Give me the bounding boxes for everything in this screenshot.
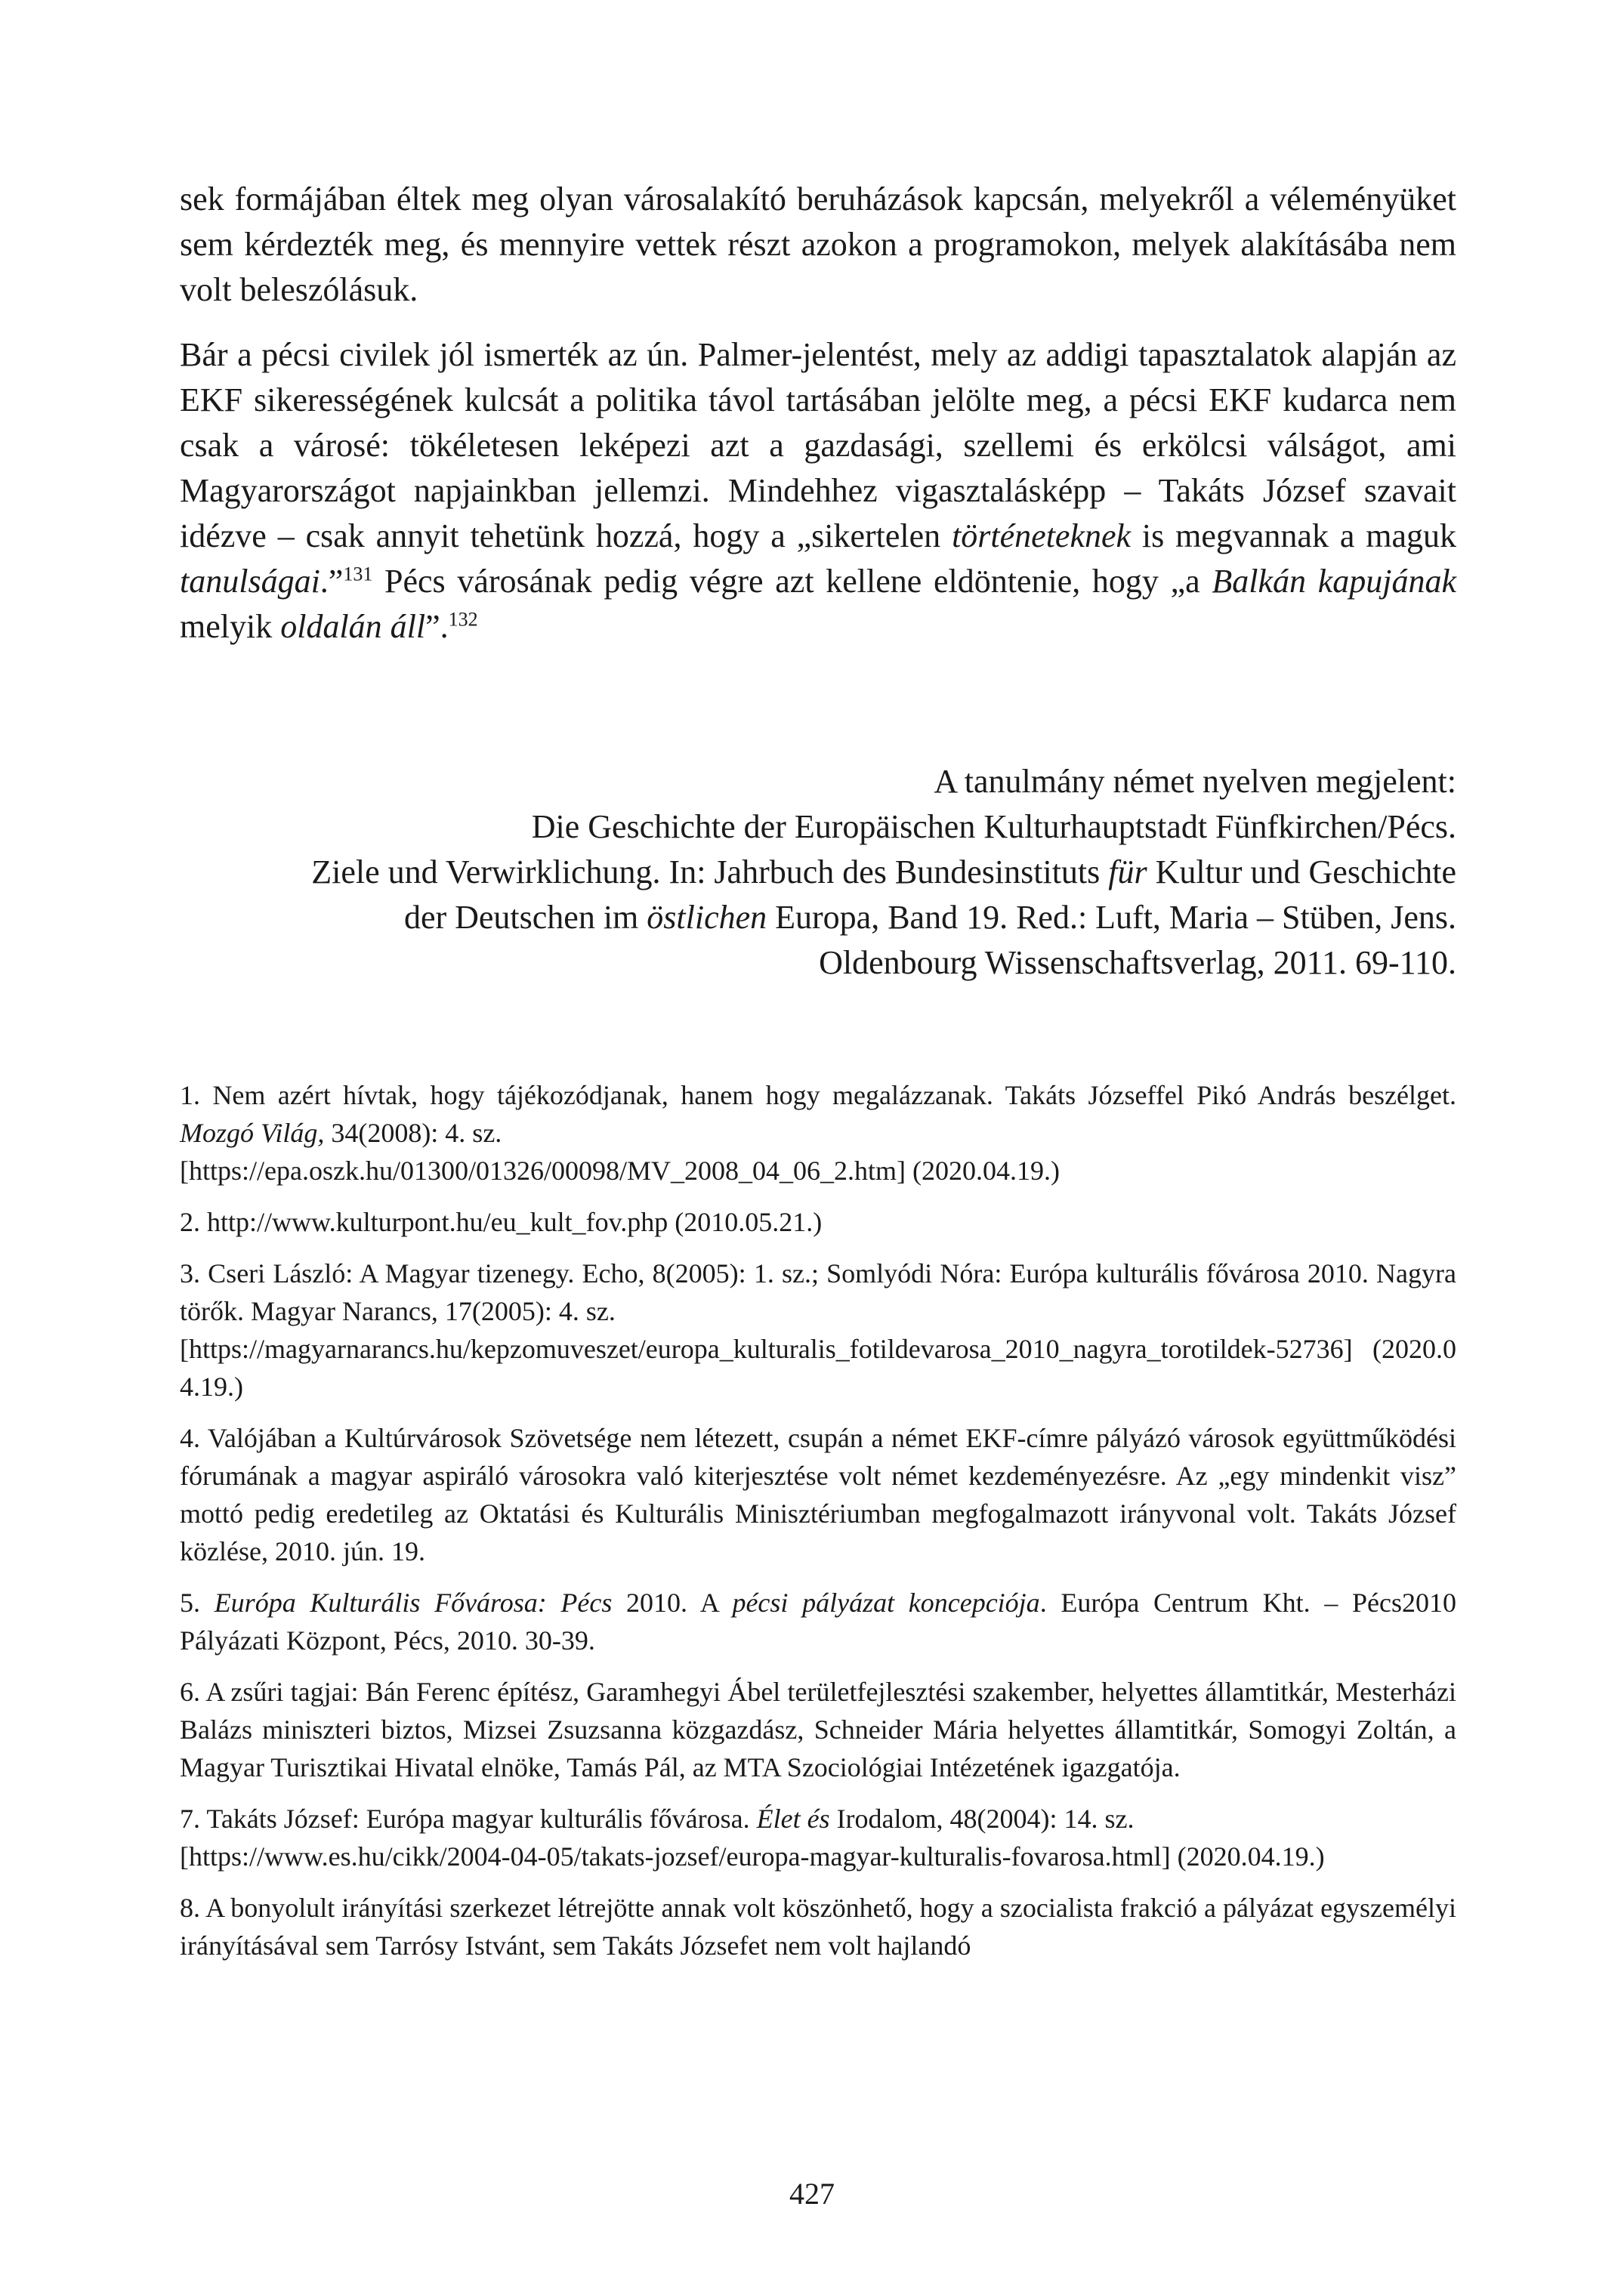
credit-line-4 xyxy=(180,895,1456,940)
credit-italic: östlichen xyxy=(647,899,767,936)
footnote-url: [https://magyarnarancs.hu/kepzomuveszet/europa_kulturalis_fotildevarosa_2010_nagyra_torotildek-52736] (2020.04.19.) xyxy=(180,1334,1456,1402)
footnote-4: 4. Valójában a Kultúrvárosok Szövetsége nem létezett, csupán a német EKF-címre pályázó városok együttműködési fórumának a magyar aspiráló városokra való kiterjesztése volt német kezdeményezésre. Az „egy mindenkit visz” mottó pedig eredetileg az Oktatási és Kulturális Minisztériumban megfogalmazott irányvonal volt. Takáts József közlése, 2010. jún. 19. xyxy=(180,1423,1456,1566)
credit-italic: für xyxy=(1108,853,1147,890)
footnote-5 xyxy=(180,1584,1456,1659)
footnote-italic: pécsi pályázat koncepciója xyxy=(732,1588,1040,1618)
footnote-2: 2. http://www.kulturpont.hu/eu_kult_fov.php (2010.05.21.) xyxy=(180,1207,823,1237)
footnote-3 xyxy=(180,1255,1456,1406)
footnote-text: 7. Takáts József: Európa magyar kulturális fővárosa. xyxy=(180,1804,757,1834)
para2-text: is megvannak a maguk xyxy=(1131,517,1456,554)
credit-line-2: Die Geschichte der Europäischen Kulturhauptstadt Fünfkirchen/Pécs. xyxy=(531,808,1456,845)
para2-italic: tanulságai xyxy=(180,563,320,600)
body-paragraph-2 xyxy=(180,332,1456,650)
publication-credit xyxy=(180,759,1456,986)
credit-text: Europa, Band 19. Red.: Luft, Maria – Stüben, Jens. xyxy=(767,899,1456,936)
footnote-url: [https://www.es.hu/cikk/2004-04-05/takats-jozsef/europa-magyar-kulturalis-fovarosa.html] (2020.04.19.) xyxy=(180,1841,1325,1872)
footnote-7 xyxy=(180,1800,1456,1875)
para2-italic: oldalán áll xyxy=(280,608,426,645)
footnote-ref-131: 131 xyxy=(343,563,373,585)
para2-text: Pécs városának pedig végre azt kellene eldöntenie, hogy „a xyxy=(372,563,1212,600)
footnote-text: Irodalom, 48(2004): 14. sz. xyxy=(829,1804,1135,1834)
footnote-1 xyxy=(180,1076,1456,1190)
para2-italic: Balkán kapujának xyxy=(1212,563,1456,600)
para2-text: Bár a pécsi civilek jól ismerték az ún. Palmer-jelentést, mely az addigi tapasztalatok alapján az EKF sikerességének kulcsát a politika távol tartásában jelölte meg, a pécsi EKF kudarca nem csak a városé: tökéletesen leképezi azt a gazdasági, szellemi és erkölcsi válságot, ami Magyarországot napjainkban jellemzi. Mindehhez vigasztalásképp – Takáts József szavait idézve – csak annyit tehetünk hozzá, hogy a „sikertelen xyxy=(180,336,1456,554)
para2-text: melyik xyxy=(180,608,281,645)
para2-italic: történeteknek xyxy=(952,517,1132,554)
footnote-italic: Európa Kulturális Fővárosa: Pécs xyxy=(214,1588,613,1618)
footnote-italic: Élet és xyxy=(756,1804,830,1834)
footnote-text: 5. xyxy=(180,1588,215,1618)
footnote-ref-132: 132 xyxy=(448,608,478,631)
footnote-text: 34(2008): 4. sz. xyxy=(324,1118,502,1148)
footnote-text: 3. Cseri László: A Magyar tizenegy. Echo, 8(2005): 1. sz.; Somlyódi Nóra: Európa kulturális fővárosa 2010. Nagyra törők. Magyar Narancs, 17(2005): 4. sz. xyxy=(180,1258,1456,1326)
footnote-text: 1. Nem azért hívtak, hogy tájékozódjanak, hanem hogy megalázzanak. Takáts Józseffel Pikó András beszélget. xyxy=(180,1080,1456,1110)
footnote-8: 8. A bonyolult irányítási szerkezet létrejötte annak volt köszönhető, hogy a szocialista frakció a pályázat egyszemélyi irányításával sem Tarrósy Istvánt, sem Takáts Józsefet nem volt hajlandó xyxy=(180,1893,1456,1961)
footnotes xyxy=(180,1076,1456,1978)
footnote-text: 2010. A xyxy=(612,1588,733,1618)
footnote-url: [https://epa.oszk.hu/01300/01326/00098/MV_2008_04_06_2.htm] (2020.04.19.) xyxy=(180,1156,1060,1186)
footnote-italic: Mozgó Világ, xyxy=(180,1118,325,1148)
credit-text: Ziele und Verwirklichung. In: Jahrbuch des Bundesinstituts xyxy=(311,853,1109,890)
credit-text: Kultur und Geschichte xyxy=(1147,853,1456,890)
footnote-text: . Európa Centrum Kht. – Pécs2010 Pályázati Központ, Pécs, 2010. 30-39. xyxy=(180,1588,1457,1656)
para2-text: .” xyxy=(320,563,344,600)
page-number: 427 xyxy=(789,2177,835,2211)
credit-line-3 xyxy=(180,850,1456,895)
body-paragraph-1: sek formájában éltek meg olyan városalakító beruházások kapcsán, melyekről a véleményüket sem kérdezték meg, és mennyire vettek részt azokon a programokon, melyek alakításába nem volt beleszólásuk. xyxy=(180,181,1456,308)
credit-line-5: Oldenbourg Wissenschaftsverlag, 2011. 69-110. xyxy=(819,944,1456,981)
credit-line-1: A tanulmány német nyelven megjelent: xyxy=(934,763,1456,800)
credit-text: der Deutschen im xyxy=(403,899,647,936)
para2-text: ”. xyxy=(425,608,449,645)
footnote-6: 6. A zsűri tagjai: Bán Ferenc építész, Garamhegyi Ábel területfejlesztési szakember, helyettes államtitkár, Mesterházi Balázs miniszteri biztos, Mizsei Zsuzsanna közgazdász, Schneider Mária helyettes államtitkár, Somogyi Zoltán, a Magyar Turisztikai Hivatal elnöke, Tamás Pál, az MTA Szociológiai Intézetének igazgatója. xyxy=(180,1677,1456,1782)
